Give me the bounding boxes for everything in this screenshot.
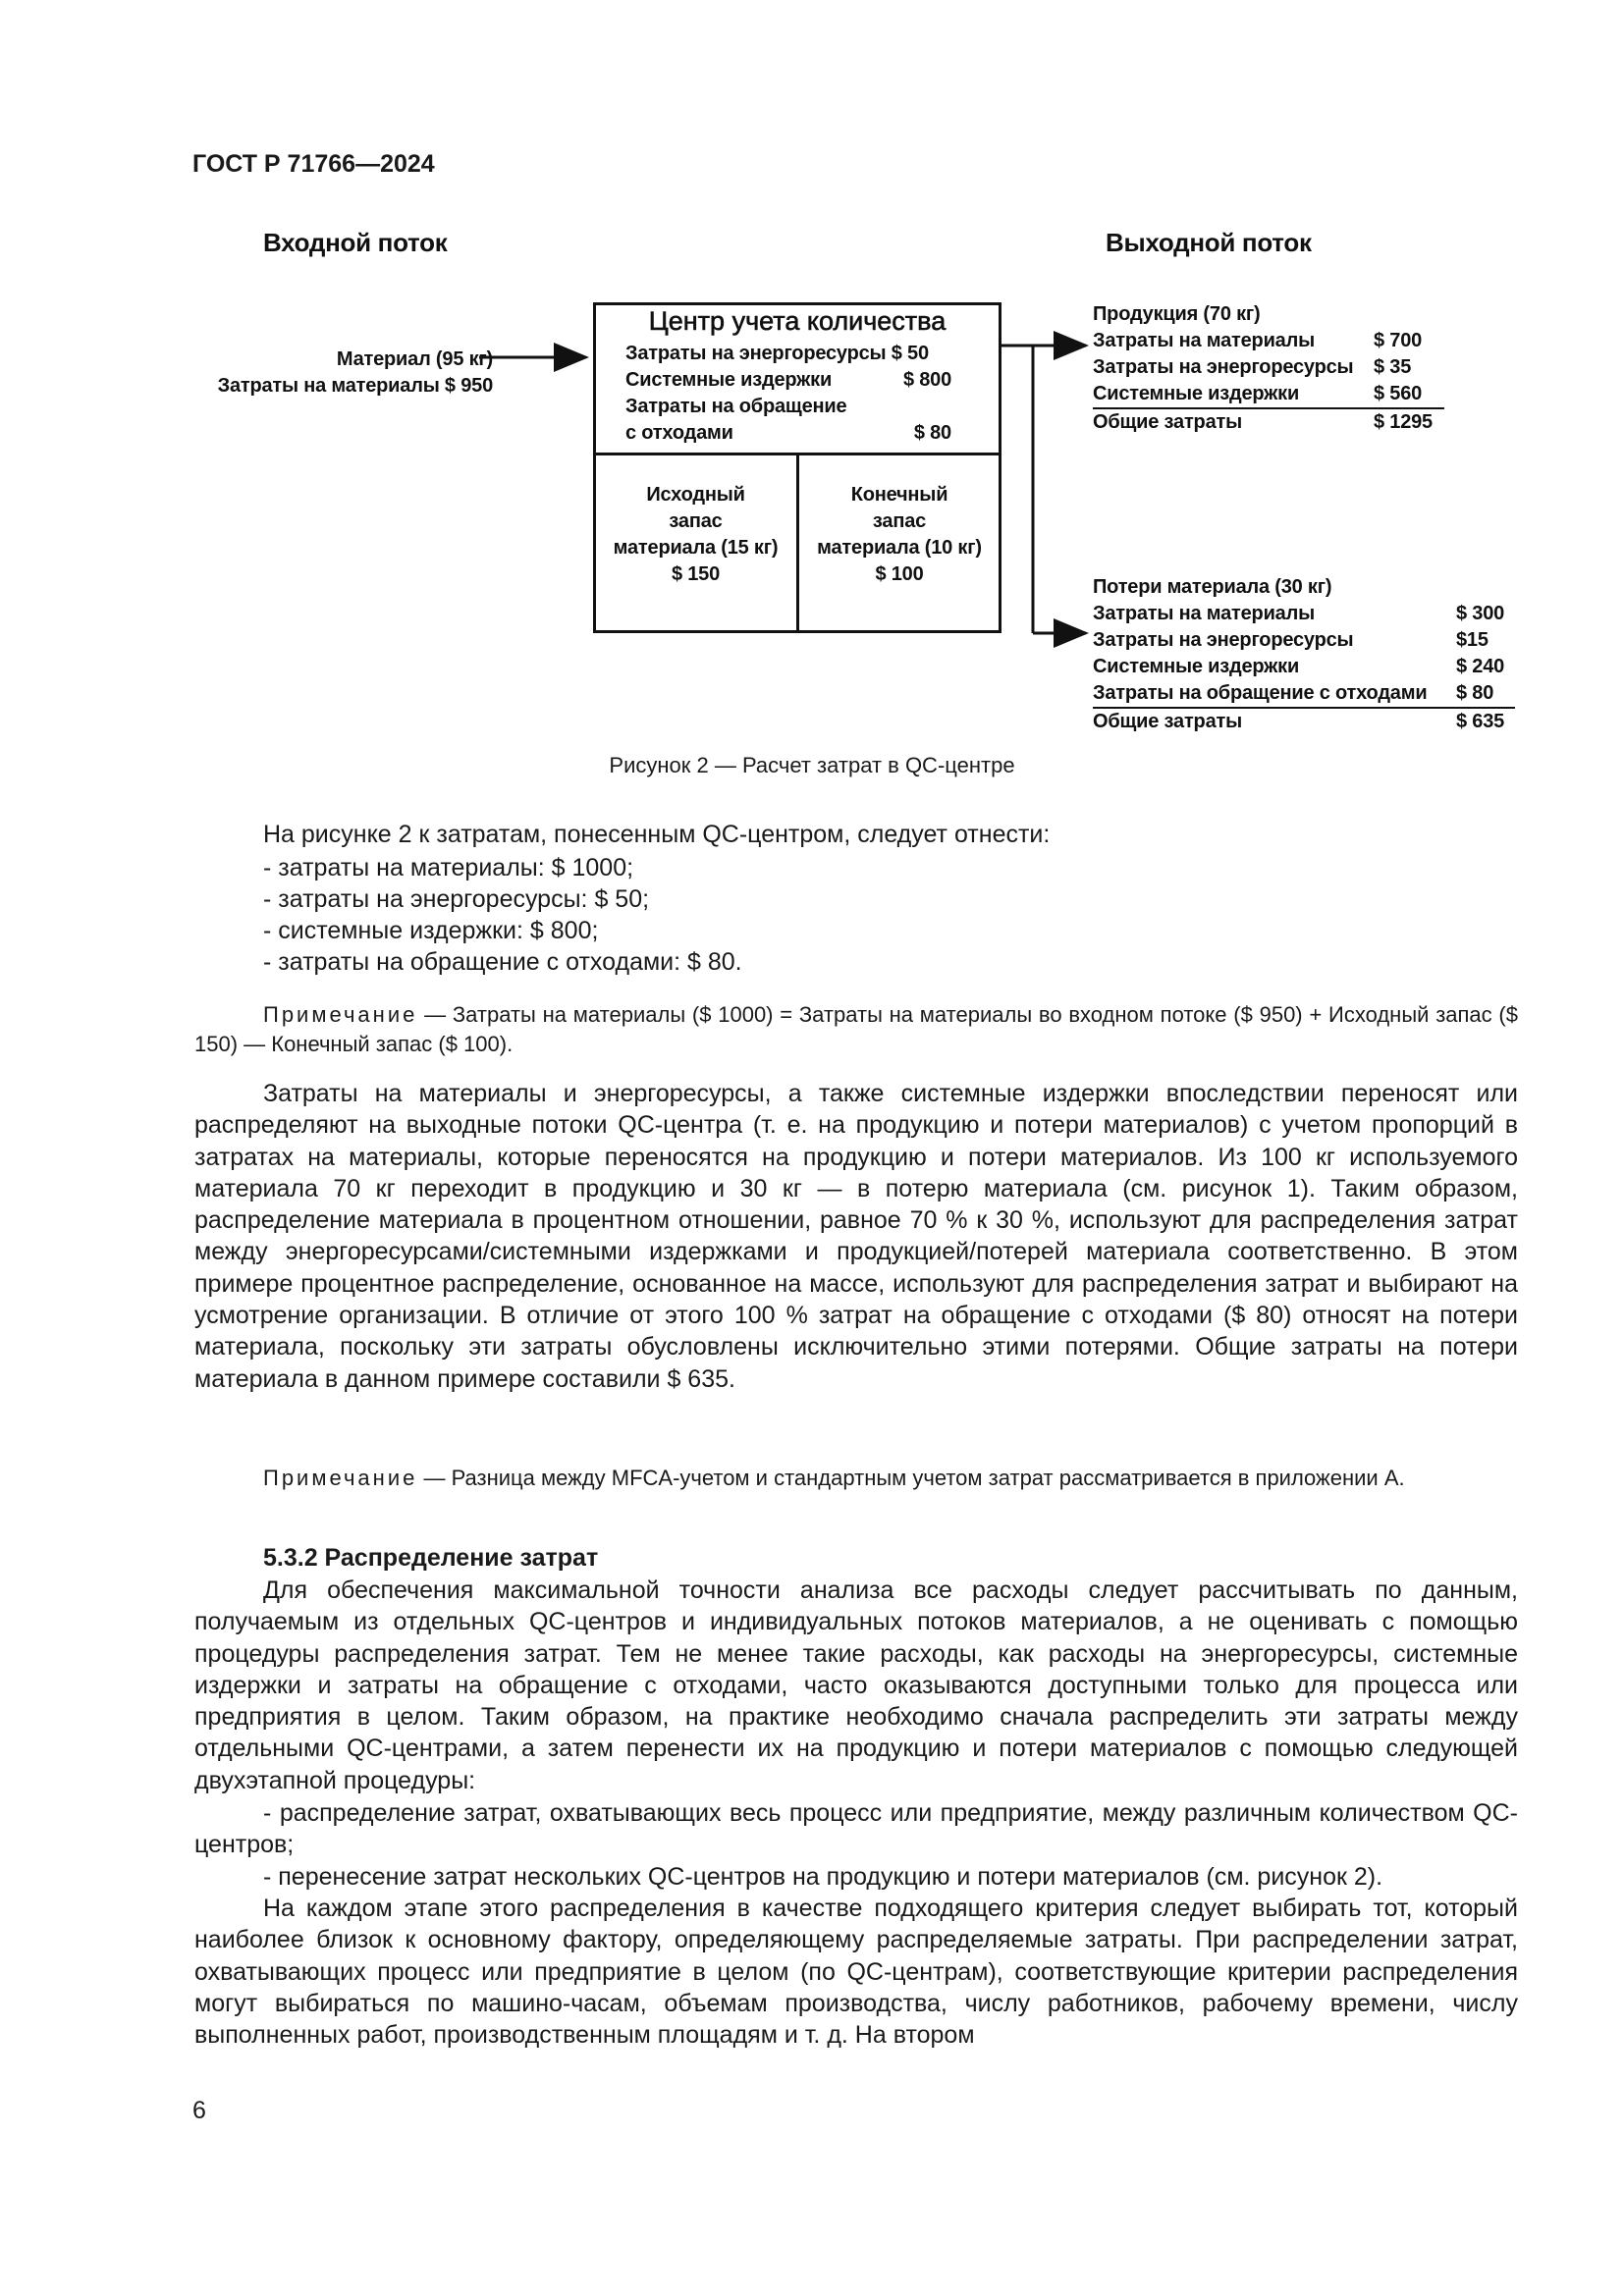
loss-row-label: Затраты на энергоресурсы bbox=[1093, 629, 1354, 651]
paragraph-3: - распределение затрат, охватывающих весь процесс или предприятие, между различным количеством QC-центров; bbox=[194, 1799, 1518, 1859]
final-stock-line: запас bbox=[872, 510, 927, 532]
loss-row-value: $ 300 bbox=[1456, 603, 1505, 624]
qc-waste-value: $ 80 bbox=[913, 422, 951, 444]
loss-row-label: Затраты на обращение с отходами bbox=[1093, 682, 1428, 704]
list-item: - затраты на энергоресурсы: $ 50; bbox=[263, 885, 650, 913]
paragraph-1: Затраты на материалы и энергоресурсы, а также системные издержки впоследствии переносят или распределяют на выходные потоки QC-центра (т. е. на продукцию и потери материалов) с учетом пропорций в затратах на материалы, которые переносятся на продукцию и потери материалов. Из 100 кг используемого материала 70 кг переходит в продукцию и 30 кг — в потерю материала (см. рисунок 1). Таким образом, распределение материала в процентном отношении, равное 70 % к 30 %, используют для распределения затрат между энергоресурсами/системными издержками и продукцией/потерей материала соответственно. В этом примере процентное распределение, основанное на массе, используют для распределения затрат и выбирают на усмотрение организации. В отличие от этого 100 % затрат на обращение с отходами ($ 80) относят на потери материала, поскольку эти затраты обусловлены исключительно этими потерями. Общие затраты на потери материала в данном примере составили $ 635. bbox=[194, 1080, 1518, 1393]
loss-row-value: $15 bbox=[1456, 629, 1489, 651]
loss-row-label: Системные издержки bbox=[1093, 656, 1300, 677]
note-1 bbox=[194, 1000, 1518, 1059]
loss-row-value: $ 80 bbox=[1456, 682, 1494, 704]
final-stock-line: материала (10 кг) bbox=[817, 537, 982, 559]
qc-system-value: $ 800 bbox=[902, 369, 951, 391]
input-material-line: Материал (95 кг) bbox=[336, 348, 493, 370]
output-flow-title: Выходной поток bbox=[1106, 228, 1312, 257]
loss-total-label: Общие затраты bbox=[1093, 711, 1242, 732]
product-row-value: $ 560 bbox=[1374, 383, 1423, 404]
qc-center-title: Центр учета количества bbox=[648, 306, 947, 336]
document-header: ГОСТ Р 71766—2024 bbox=[192, 150, 435, 178]
figure-caption: Рисунок 2 — Расчет затрат в QC-центре bbox=[609, 753, 1015, 777]
initial-stock-line: Исходный bbox=[646, 484, 745, 506]
qc-energy-cost: Затраты на энергоресурсы $ 50 bbox=[625, 343, 929, 364]
loss-row-value: $ 240 bbox=[1456, 656, 1505, 677]
list-item: - затраты на материалы: $ 1000; bbox=[263, 854, 634, 881]
product-row-label: Системные издержки bbox=[1093, 383, 1300, 404]
product-total-value: $ 1295 bbox=[1374, 411, 1433, 433]
product-row-value: $ 700 bbox=[1374, 330, 1423, 351]
page-number: 6 bbox=[192, 2097, 206, 2124]
note-label: Примечание bbox=[263, 1466, 418, 1490]
note-2-text: — Разница между MFCA-учетом и стандартным учетом затрат рассматривается в приложении А. bbox=[417, 1466, 1405, 1490]
note-label: Примечание bbox=[263, 1002, 418, 1027]
product-title: Продукция (70 кг) bbox=[1093, 303, 1261, 325]
final-stock-value: $ 100 bbox=[875, 563, 924, 585]
initial-stock bbox=[595, 482, 796, 588]
section-heading: 5.3.2 Распределение затрат bbox=[263, 1544, 599, 1572]
final-stock bbox=[799, 482, 1000, 588]
note-1-text: — Затраты на материалы ($ 1000) = Затраты на материалы во входном потоке ($ 950) + Исходный запас ($ 150) — Конечный запас ($ 100). bbox=[194, 1002, 1518, 1056]
qc-waste-label-1: Затраты на обращение bbox=[625, 396, 847, 417]
product-row-label: Затраты на материалы bbox=[1093, 330, 1315, 351]
qc-system-label: Системные издержки bbox=[625, 369, 833, 391]
product-block bbox=[1093, 301, 1444, 436]
qc-waste-label-2: с отходами bbox=[625, 422, 733, 444]
loss-block bbox=[1093, 574, 1515, 735]
product-row-value: $ 35 bbox=[1374, 356, 1412, 378]
list-item: - системные издержки: $ 800; bbox=[263, 917, 599, 944]
paragraph-2: Для обеспечения максимальной точности анализа все расходы следует рассчитывать по данным, получаемым из отдельных QC-центров и индивидуальных потоков материалов, а не оценивать с помощью процедуры распределения затрат. Тем не менее такие расходы, как расходы на энергоресурсы, системные издержки и затраты на обращение с отходами, часто оказываются доступными только для процесса или предприятия в целом. Таким образом, на практике необходимо сначала распределить эти затраты между отдельными QC-центрами, а затем перенести их на продукцию и потери материалов с помощью следующей двухэтапной процедуры: bbox=[194, 1576, 1518, 1794]
input-flow-title: Входной поток bbox=[263, 228, 448, 257]
initial-stock-line: запас bbox=[669, 510, 723, 532]
input-material-cost: Затраты на материалы $ 950 bbox=[217, 375, 493, 397]
initial-stock-line: материала (15 кг) bbox=[613, 537, 779, 559]
loss-total-value: $ 635 bbox=[1456, 711, 1505, 732]
list-item: - затраты на обращение с отходами: $ 80. bbox=[263, 948, 742, 976]
paragraph-5: На каждом этапе этого распределения в качестве подходящего критерия следует выбирать тот, который наиболее близок к основному фактору, определяющему распределяемые затраты. При распределении затрат, охватывающих процесс или предприятие в целом (по QC-центрам), соответствующие критерии распределения могут выбираться по машино-часам, объемам производства, числу работников, рабочему времени, числу выполненных работ, производственным площадям и т. д. На втором bbox=[194, 1895, 1518, 2050]
note-2 bbox=[194, 1464, 1518, 1493]
loss-title: Потери материала (30 кг) bbox=[1093, 576, 1332, 598]
qc-center-costs bbox=[625, 341, 951, 447]
product-total-label: Общие затраты bbox=[1093, 411, 1242, 433]
paragraph-4: - перенесение затрат нескольких QC-центров на продукцию и потери материалов (см. рисунок 2). bbox=[263, 1863, 1383, 1891]
loss-row-label: Затраты на материалы bbox=[1093, 603, 1315, 624]
initial-stock-value: $ 150 bbox=[671, 563, 721, 585]
product-row-label: Затраты на энергоресурсы bbox=[1093, 356, 1354, 378]
final-stock-line: Конечный bbox=[850, 484, 948, 506]
intro-paragraph: На рисунке 2 к затратам, понесенным QC-центром, следует отнести: bbox=[263, 821, 1051, 848]
